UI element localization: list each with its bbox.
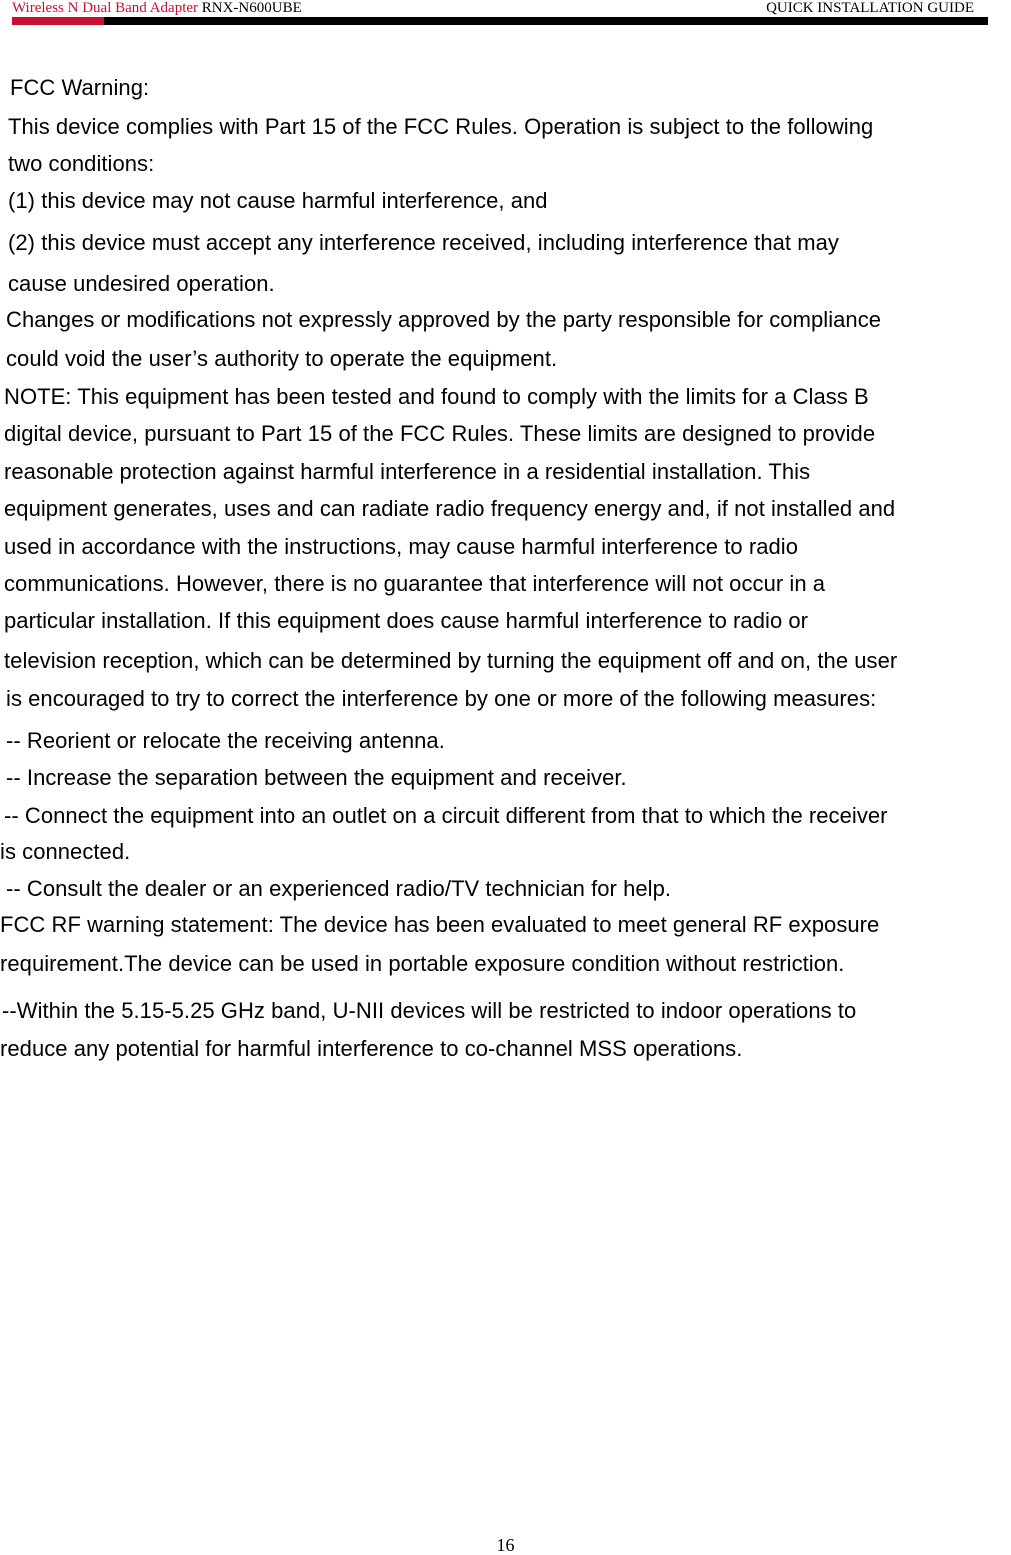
header-rule-accent bbox=[12, 17, 104, 25]
text-line: particular installation. If this equipment does cause harmful interference to radio or bbox=[4, 608, 809, 633]
page-number: 16 bbox=[496, 1535, 515, 1555]
text-line: NOTE: This equipment has been tested and found to comply with the limits for a Class B bbox=[4, 384, 869, 409]
page-header bbox=[12, 0, 988, 26]
list-item-measure: -- Increase the separation between the equipment and receiver. bbox=[6, 765, 627, 790]
list-item-measure: -- Reorient or relocate the receiving antenna. bbox=[6, 728, 445, 753]
text-line: Changes or modifications not expressly approved by the party responsible for compliance bbox=[6, 307, 882, 332]
text-line: (2) this device must accept any interference received, including interference that may bbox=[8, 230, 839, 255]
header-brand: Wireless N Dual Band Adapter bbox=[12, 0, 199, 16]
text-line: digital device, pursuant to Part 15 of the FCC Rules. These limits are designed to provide bbox=[4, 421, 876, 446]
unii-band-line: --Within the 5.15-5.25 GHz band, U-NII devices will be restricted to indoor operations to bbox=[2, 998, 857, 1023]
text-line: could void the user’s authority to operate the equipment. bbox=[6, 346, 558, 371]
list-item-measure: -- Consult the dealer or an experienced radio/TV technician for help. bbox=[6, 876, 672, 901]
header-model: RNX-N600UBE bbox=[198, 0, 302, 16]
header-guide-title: QUICK INSTALLATION GUIDE bbox=[766, 0, 974, 16]
header-rule bbox=[12, 17, 988, 25]
text-line: television reception, which can be determined by turning the equipment off and on, the user bbox=[4, 648, 898, 673]
rf-warning-line: FCC RF warning statement: The device has been evaluated to meet general RF exposure bbox=[0, 912, 880, 937]
heading-fcc-warning: FCC Warning: bbox=[10, 75, 150, 100]
text-line: reasonable protection against harmful interference in a residential installation. This bbox=[4, 459, 811, 484]
header-product bbox=[12, 0, 302, 16]
text-line: (1) this device may not cause harmful interference, and bbox=[8, 188, 548, 213]
text-line: is encouraged to try to correct the interference by one or more of the following measures: bbox=[6, 686, 877, 711]
text-line: is connected. bbox=[0, 839, 131, 864]
text-line: used in accordance with the instructions, may cause harmful interference to radio bbox=[4, 534, 799, 559]
list-item-measure: -- Connect the equipment into an outlet on a circuit different from that to which the receiver bbox=[4, 803, 888, 828]
text-line: two conditions: bbox=[8, 151, 155, 176]
unii-band-line: reduce any potential for harmful interference to co-channel MSS operations. bbox=[0, 1036, 743, 1061]
text-line: This device complies with Part 15 of the FCC Rules. Operation is subject to the following bbox=[8, 114, 874, 139]
text-line: cause undesired operation. bbox=[8, 271, 275, 296]
rf-warning-line: requirement.The device can be used in portable exposure condition without restriction. bbox=[0, 951, 845, 976]
text-line: communications. However, there is no guarantee that interference will not occur in a bbox=[4, 571, 826, 596]
text-line: equipment generates, uses and can radiate radio frequency energy and, if not installed and bbox=[4, 496, 896, 521]
